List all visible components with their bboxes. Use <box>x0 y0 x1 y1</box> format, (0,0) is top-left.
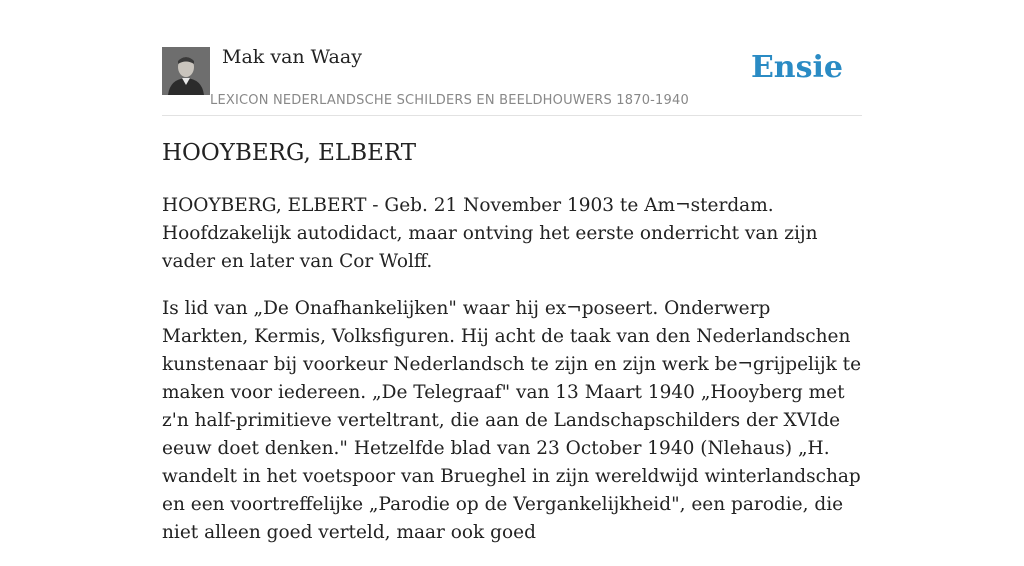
portrait-icon <box>162 47 210 95</box>
brand-logo[interactable]: Ensie <box>750 50 843 85</box>
page-title: HOOYBERG, ELBERT <box>162 140 417 166</box>
author-name[interactable]: Mak van Waay <box>222 46 362 68</box>
paragraph-1: HOOYBERG, ELBERT - Geb. 21 November 1903 te Am¬sterdam. Hoofdzakelijk autodidact, maar ontving het eerste onderricht van zijn vader en later van Cor Wolff. <box>162 195 818 272</box>
header <box>162 0 862 116</box>
author-avatar[interactable] <box>162 47 210 95</box>
lexicon-subtitle[interactable]: LEXICON NEDERLANDSCHE SCHILDERS EN BEELDHOUWERS 1870-1940 <box>210 93 689 108</box>
article-page <box>162 0 862 543</box>
paragraph-2: Is lid van „De Onafhankelijken" waar hij ex¬poseert. Onderwerp Markten, Kermis, Volksfiguren. Hij acht de taak van den Nederlandschen kunstenaar bij voorkeur Nederlandsch te zijn en zijn werk be¬grijpelijk te maken voor iedereen. „De Telegraaf" van 13 Maart 1940 „Hooyberg met z'n half-primitieve verteltrant, die aan de Landschapschilders der XVIde eeuw doet denken." Hetzelfde blad van 23 October 1940 (Nlehaus) „H. wandelt in het voetspoor van Brueghel in zijn wereldwijd winterlandschap en een voortreffelijke „Parodie op de Vergankelijkheid", een parodie, die niet alleen goed verteld, maar ook goed <box>162 298 862 543</box>
article-body <box>162 192 862 566</box>
